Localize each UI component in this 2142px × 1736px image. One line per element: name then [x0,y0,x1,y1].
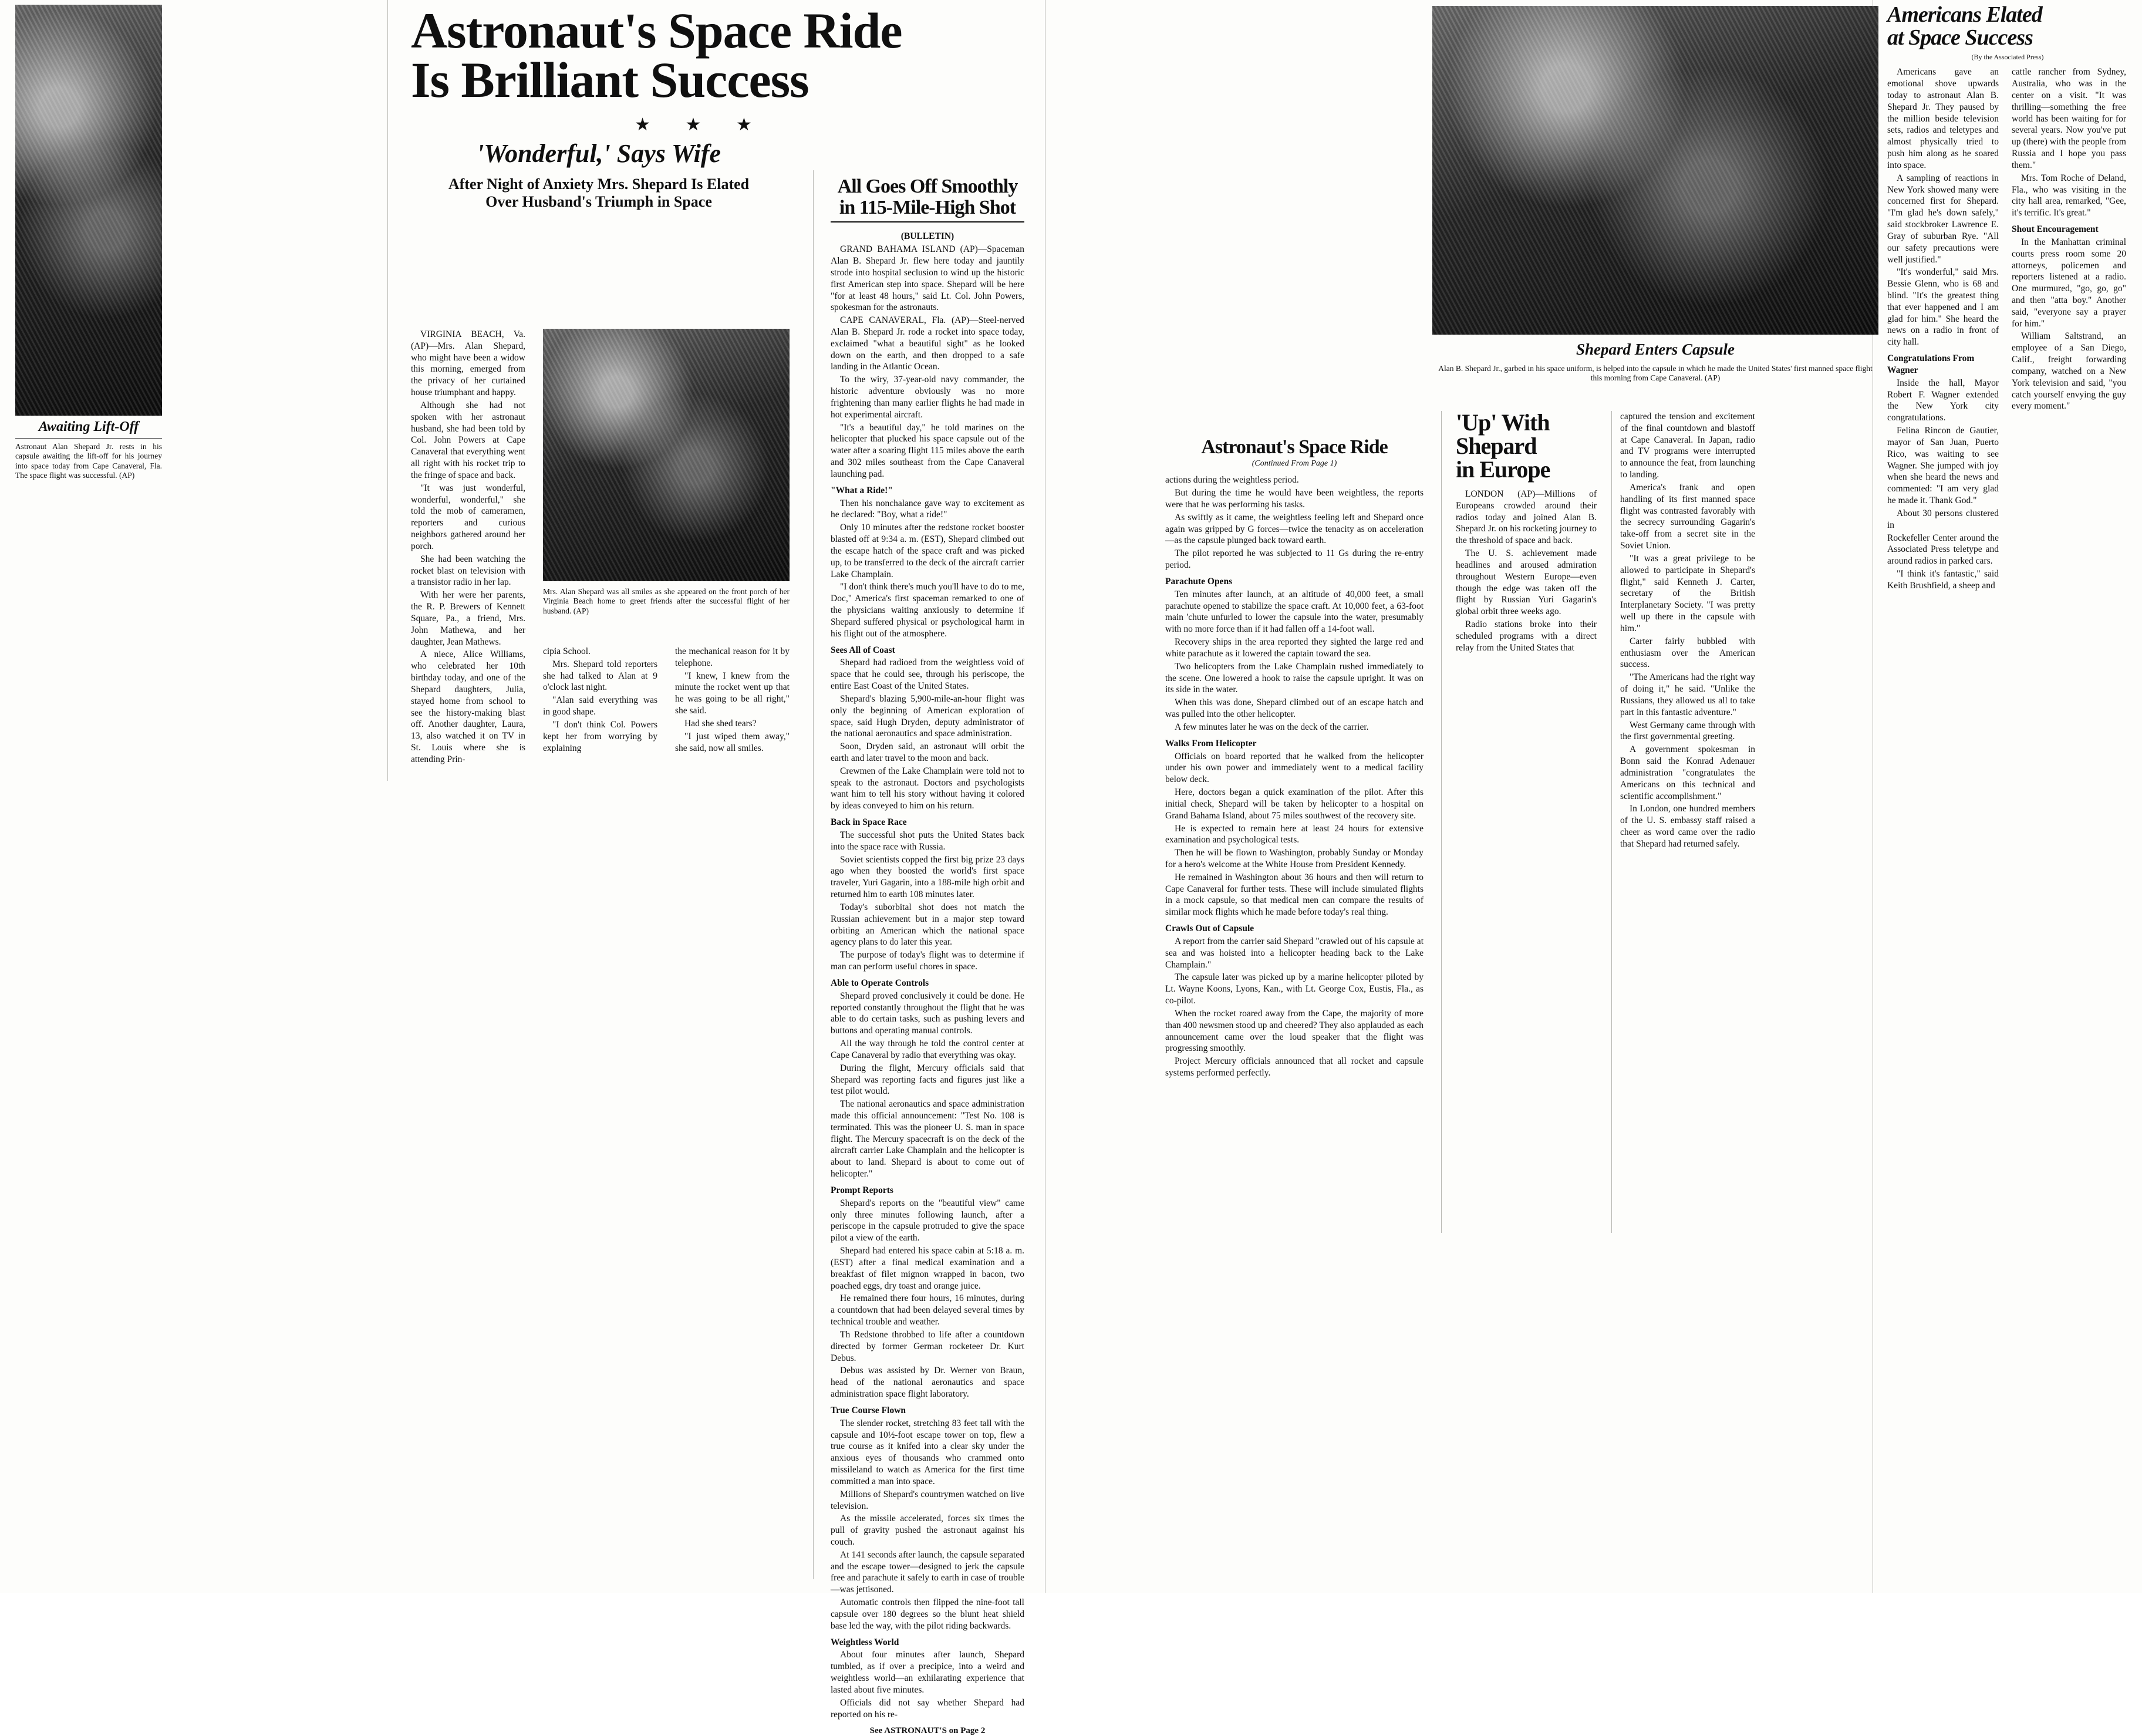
right-story [1887,2,2128,591]
europe-body [1456,488,1597,654]
left-column [15,5,162,481]
continued-headline: Astronaut's Space Ride [1201,436,1388,458]
right-headline [1887,4,2128,49]
paragraph: CAPE CANAVERAL, Fla. (AP)—Steel-nerved Alan B. Shepard Jr. rode a rocket into space today, exclaimed "what a beautiful sight" as he looked down on the earth, and then dropped to a safe landing in the Atlantic Ocean. [831,315,1024,372]
paragraph: Radio stations broke into their scheduled programs with a direct relay from the United States that [1456,619,1597,653]
main-headline-line-1: Astronaut's Space Ride [411,2,902,59]
europe-headline-line-2: Shepard [1456,433,1537,459]
paragraph: Today's suborbital shot does not match the Russian achievement but in a major step toward orbiting an American which the national space agency plans to do later this year. [831,902,1024,948]
right-headline-line-2: at Space Success [1887,25,2033,50]
paragraph: Ten minutes after launch, at an altitude of 40,000 feet, a small parachute opened to stabilize the space craft. At 10,000 feet, a 63-foot main 'chute unfurled to lower the capsule into the water, presumably with no more force than if it had fallen off a 14-foot wall. [1165,589,1423,635]
paragraph: A report from the carrier said Shepard "crawled out of his capsule at sea and was hoisted into a helicopter heading back to the Lake Champlain." [1165,936,1423,970]
paragraph: "I just wiped them away," she said, now all smiles. [675,731,790,753]
right-column-1 [1887,66,1999,592]
paragraph: GRAND BAHAMA ISLAND (AP)—Spaceman Alan B. Shepard Jr. flew here today and jauntily strode into hospital seclusion to wind up the historic first American step into space. Shepard will be here "for at least 48 hours," said Lt. Col. John Powers, spokesman for the astronauts. [831,244,1024,313]
center-headline-line-1: All Goes Off Smoothly [837,176,1018,197]
right-headline-line-1: Americans Elated [1887,2,2042,27]
section-subhead: Able to Operate Controls [831,977,929,988]
center-headline-line-2: in 115-Mile-High Shot [839,196,1016,218]
section-subhead: Weightless World [831,1637,899,1647]
paragraph: With her were her parents, the R. P. Brewers of Kennett Square, Pa., a friend, Mrs. John Mathewa, and her daughter, Jean Mathews. [411,590,525,647]
paragraph: As swiftly as it came, the weightless feeling left and Shepard once again was gripped by G forces—twice the tenacity as on acceleration—as the capsule plunged back toward earth. [1165,512,1423,546]
section-subhead: Walks From Helicopter [1165,738,1257,749]
paragraph: Inside the hall, Mayor Robert F. Wagner extended the New York city congratulations. [1887,377,1999,423]
paragraph: The national aeronautics and space administration made this official announcement: "Test No. 108 is terminated. This was the pioneer U. S. man in space flight. The Mercury spacecraft is on the deck of the aircraft carrier Lake Champlain and the helicopter is about to land. Shepard is about to come out of helicopter." [831,1099,1024,1179]
wife-deck [411,176,787,211]
photo-caption-capsule: Alan B. Shepard Jr., garbed in his space uniform, is helped into the capsule in which he made the United States' first manned space flight this morning from Cape Canaveral. (AP) [1438,364,1873,383]
paragraph: To the wiry, 37-year-old navy commander, the historic adventure obviously was no more frightening than many earlier flights he had made in hot experimental aircraft. [831,375,1024,420]
paragraph: The successful shot puts the United States back into the space race with Russia. [831,830,1024,852]
paragraph: Soon, Dryden said, an astronaut will orbit the earth and later travel to the moon and back. [831,741,1024,763]
paragraph: LONDON (AP)—Millions of Europeans crowded around their radios today and joined Alan B. Shepard Jr. on his rocketing journey to the threshold of space and back. [1456,489,1597,546]
paragraph: About 30 persons clustered in [1887,508,1999,530]
star-divider: ★ ★ ★ [635,114,767,134]
paragraph: Th Redstone throbbed to life after a countdown directed by former German rocketeer Dr. Kurt Debus. [831,1329,1024,1363]
paragraph: cattle rancher from Sydney, Australia, who was in the center on a visit. "It was thrilling—something the free world has been waiting for for several years. Now you've put up (there) with the people from Russia and I hope you pass them." [2012,67,2126,170]
paragraph: Officials on board reported that he walked from the helicopter under his own power and immediately went to a medical facility below deck. [1165,751,1423,785]
bulletin-label: (BULLETIN) [900,231,954,242]
paragraph: Crewmen of the Lake Champlain were told not to speak to the astronaut. Doctors and psychologists want him to tell his story without having it colored by ideas conveyed to him on his return. [831,766,1024,811]
europe-story-continued [1620,411,1755,851]
section-subhead: Parachute Opens [1165,576,1233,586]
wife-column-2 [543,646,657,755]
paragraph: Only 10 minutes after the redstone rocket booster blasted off at 9:34 a. m. (EST), Shepard climbed out the escape hatch of the space craft and was picked up, to be transferred to the deck of the aircraft carrier Lake Champlain. [831,523,1024,579]
paragraph: VIRGINIA BEACH, Va. (AP)—Mrs. Alan Shepard, who might have been a widow this morning, emerged from the privacy of her curtained house triumphant and happy. [411,329,525,398]
paragraph: "I don't think there's much you'll have to do to me, Doc," America's first spaceman remarked to one of the physicians waiting anxiously to determine if Shepard suffered physical or psychological harm in his flight out of the atmosphere. [831,582,1024,639]
section-subhead: Back in Space Race [831,817,907,828]
paragraph: Recovery ships in the area reported they sighted the large red and white parachute as it lowered the captain toward the sea. [1165,637,1423,659]
paragraph: About four minutes after launch, Shepard tumbled, as if over a precipice, into a weird and weightless world—an exhilarating experience that lasted about five minutes. [831,1650,1024,1695]
section-subhead: Shout Encouragement [2012,224,2099,235]
paragraph: Had she shed tears? [684,718,757,729]
paragraph: Felina Rincon de Gautier, mayor of San Juan, Puerto Rico, was waiting to see Wagner. She jumped with joy when she heard the news and commented: "I am very glad he made it. Thank God." [1887,426,1999,506]
column-rule [813,170,814,1579]
paragraph: Millions of Shepard's countrymen watched on live television. [831,1489,1024,1511]
column-rule [1611,411,1612,1233]
photo-title-capsule: Shepard Enters Capsule [1576,341,1735,358]
paragraph: The U. S. achievement made headlines and aroused admiration throughout Western Europe—even though the edge was taken off the flight by Russian Yuri Gagarin's global orbit three weeks ago. [1456,548,1597,617]
wife-column-3 [675,646,790,755]
europe-headline [1456,411,1597,481]
paragraph: The slender rocket, stretching 83 feet tall with the capsule and 10½-foot escape tower on top, flew a true course as it knifed into a clear sky under the anxious eyes of thousands who crammed onto missileland to watch as America for the first time committed a man into space. [831,1418,1024,1486]
paragraph: Shepard proved conclusively it could be done. He reported constantly throughout the flight that he was able to do certain tasks, such as pushing levers and buttons and operating manual controls. [831,990,1024,1036]
wife-headline: 'Wonderful,' Says Wife [476,139,721,168]
paragraph: cipia School. [543,646,591,656]
paragraph: Officials did not say whether Shepard had reported on his re- [831,1697,1024,1720]
paragraph: The pilot reported he was subjected to 11 Gs during the re-entry period. [1165,548,1423,571]
paragraph: At 141 seconds after launch, the capsule separated and the escape tower—designed to jerk the capsule free and parachute it safely to earth in case of trouble—was jettisoned. [831,1549,1024,1595]
paragraph: "I don't think Col. Powers kept her from worrying by explaining [543,719,657,753]
section-subhead: "What a Ride!" [831,485,893,495]
paragraph: A sampling of reactions in New York showed many were concerned first for Shepard. "I'm glad he's down safely," said stockbroker Lawrence E. Gray of suburban Rye. "All our safety precautions were well justified." [1887,173,1999,265]
europe-headline-line-1: 'Up' With [1456,409,1550,436]
paragraph: Rockefeller Center around the Associated Press teletype and around radios in parked cars. [1887,532,1999,567]
continued-body [1165,474,1423,1079]
right-column-2 [2012,66,2126,413]
paragraph: Soviet scientists copped the first big prize 23 days ago when they boosted the world's first space traveler, Yuri Gagarin, into a 188-mile high orbit and returned him to earth 108 minutes later. [831,854,1024,900]
paragraph: actions during the weightless period. [1165,475,1299,486]
photo-mrs-shepard [543,329,790,581]
europe-story [1456,411,1597,655]
paragraph: Shepard had radioed from the weightless void of space that he could see, through his periscope, the entire East Coast of the United States. [831,658,1024,692]
paragraph: During the flight, Mercury officials said that Shepard was reporting facts and figures just like a test pilot would. [831,1063,1024,1097]
paragraph: He remained in Washington about 36 hours and then will return to Cape Canaveral for further tests. These will include simulated flights in a mock capsule, so that medical men can compare the results of similar mock flights which he made before today's real thing. [1165,872,1423,918]
paragraph: "I think it's fantastic," said Keith Brushfield, a sheep and [1887,569,1999,591]
section-subhead: Crawls Out of Capsule [1165,923,1254,934]
continued-label: (Continued From Page 1) [1252,459,1337,468]
paragraph: Project Mercury officials announced that all rocket and capsule systems performed perfectly. [1165,1056,1423,1078]
paragraph: A government spokesman in Bonn said the Konrad Adenauer administration "congratulates the Americans on this technical and scientific accomplishment." [1620,744,1755,801]
paragraph: A few minutes later he was on the deck of the carrier. [1175,722,1369,732]
paragraph: A niece, Alice Williams, who celebrated her 10th birthday today, and one of the Shepard daughters, Julia, stayed home from school to see the history-making blast off. Another daughter, Laura, 13, also watched it on TV in St. Louis where she is attending Prin- [411,649,525,764]
wire-credit: (By the Associated Press) [1971,53,2044,62]
jump-line[interactable]: See ASTRONAUT'S on Page 2 [869,1726,986,1736]
paragraph: Then his nonchalance gave way to excitement as he declared: "Boy, what a ride!" [831,498,1024,520]
paragraph: West Germany came through with the first governmental greeting. [1620,720,1755,742]
paragraph: Mrs. Shepard told reporters she had talked to Alan at 9 o'clock last night. [543,659,657,693]
paragraph: "Alan said everything was in good shape. [543,695,657,717]
paragraph: "The Americans had the right way of doing it," he said. "Unlike the Russians, they allowed us all to take part in this fantastic adventure." [1620,672,1755,717]
paragraph: "I knew, I knew from the minute the rocket went up that he was going to be all right," she said. [675,670,790,716]
wife-column-1 [411,329,525,767]
photo-shepard-enters-capsule [1432,6,1878,335]
photo-awaiting-liftoff [15,5,162,416]
paragraph: Shepard had entered his space cabin at 5:18 a. m. (EST) after a final medical examination and a breakfast of filet mignon wrapped in bacon, two poached eggs, dry toast and orange juice. [831,1246,1024,1291]
paragraph: Shepard's blazing 5,900-mile-an-hour flight was only the beginning of American exploration of space, said Hugh Dryden, deputy administrator of the national aeronautics and space administration. [831,693,1024,739]
paragraph: Two helicopters from the Lake Champlain rushed immediately to the scene. One lowered a hook to raise the capsule upright. It was on its side in the water. [1165,661,1423,695]
main-headline-line-2: Is Brilliant Success [411,52,809,109]
paragraph: "It's a beautiful day," he told marines on the helicopter that plucked his space capsule out of the water after a soaring flight 115 miles above the earth and 302 miles southeast from the Cape Canaveral launching pad. [831,422,1024,479]
section-subhead: Prompt Reports [831,1185,893,1195]
section-subhead: Congratulations From Wagner [1887,353,1975,375]
paragraph: Americans gave an emotional shove upwards today to astronaut Alan B. Shepard Jr. They paused by the million beside television sets, radios and teletypes and almost physically tried to push him along as he soared into space. [1887,67,1999,170]
photo-caption-liftoff: Astronaut Alan Shepard Jr. rests in his capsule awaiting the lift-off for his journey into space today from Cape Canaveral, Fla. The space flight was successful. (AP) [15,442,162,480]
paragraph: In London, one hundred members of the U. S. embassy staff raised a cheer as word came over the radio that Shepard had returned safely. [1620,804,1755,849]
divider [15,438,162,439]
paragraph: "It was a great privilege to be allowed to participate in Shepard's flight," said Kenneth J. Carter, secretary of the British Interplanetary Society. "I was pretty well up there in the capsule with him." [1620,553,1755,633]
paragraph: Carter fairly bubbled with enthusiasm over the American success. [1620,636,1755,670]
section-subhead: True Course Flown [831,1405,906,1415]
europe-headline-line-3: in Europe [1456,456,1550,483]
paragraph: He remained there four hours, 16 minutes, during a countdown that had been delayed several times by technical trouble and weather. [831,1293,1024,1327]
paragraph: Automatic controls then flipped the nine-foot tall capsule over 180 degrees so the blunt heat shield base led the way, with the pilot riding backwards. [831,1597,1024,1631]
paragraph: She had been watching the rocket blast on television with a transistor radio in her lap. [411,554,525,588]
column-rule [387,0,388,781]
paragraph: "It was just wonderful, wonderful, wonderful," she told the mob of cameramen, reporters and curious neighbors gathered around her porch. [411,483,525,551]
paragraph: But during the time he would have been weightless, the reports were that he was performing his tasks. [1165,488,1423,510]
paragraph: Here, doctors began a quick examination of the pilot. After this initial check, Shepard will be taken by helicopter to a hospital on Grand Bahama Island, about 75 miles southwest of the recovery site. [1165,787,1423,821]
paragraph: America's frank and open handling of its first manned space flight was contrasted favorably with the secrecy surrounding Gagarin's take-off from a secret site in the Soviet Union. [1620,482,1755,551]
paragraph: He is expected to remain here at least 24 hours for extensive examination and psychological tests. [1165,823,1423,845]
continued-story [1165,437,1423,1080]
photo-caption-mrs-shepard: Mrs. Alan Shepard was all smiles as she appeared on the front porch of her Virginia Beach home to greet friends after the successful flight of her husband. (AP) [543,587,790,615]
paragraph: When this was done, Shepard climbed out of an escape hatch and was pulled into the other helicopter. [1165,697,1423,720]
photo-title-liftoff: Awaiting Lift-Off [38,419,139,434]
paragraph: Shepard's reports on the "beautiful view" came only three minutes following launch, after a periscope in the capsule protruded to give the space pilot a view of the earth. [831,1198,1024,1243]
paragraph: In the Manhattan criminal courts press room some 20 attorneys, policemen and reporters listened at a radio. One murmured, "go, go, go" and then "atta boy." Another said, "everyone say a prayer for him." [2012,237,2126,329]
paragraph: As the missile accelerated, forces six times the pull of gravity pushed the astronaut against his couch. [831,1513,1024,1547]
center-headline [831,176,1024,218]
center-body [831,231,1024,1720]
paragraph: Although she had not spoken with her astronaut husband, she had been told by Col. John Powers at Cape Canaveral that everything went all right with his rocket trip to the fringe of space and back. [411,400,525,480]
paragraph: Debus was assisted by Dr. Werner von Braun, head of the national aeronautics and space administration space flight laboratory. [831,1366,1024,1400]
paragraph: William Saltstrand, an employee of a San Diego, Calif., freight forwarding company, watched on a New York television and said, "you catch yourself envying the guy every moment." [2012,331,2126,412]
paragraph: captured the tension and excitement of the final countdown and blastoff at Cape Canaveral. In Japan, radio and TV programs were interrupted to announce the feat, from launching to landing. [1620,412,1755,480]
wife-deck-line-2: Over Husband's Triumph in Space [485,193,712,210]
wife-deck-line-1: After Night of Anxiety Mrs. Shepard Is Elated [448,175,750,193]
paragraph: Mrs. Tom Roche of Deland, Fla., who was visiting in the city hall area, remarked, "Gee, it's terrific. It's great." [2012,173,2126,218]
paragraph: The purpose of today's flight was to determine if man can perform useful chores in space. [831,950,1024,972]
paragraph: When the rocket roared away from the Cape, the majority of more than 400 newsmen stood up and cheered? They also applauded as each announcement came over the loud speaker that the flight was progressing smoothly. [1165,1008,1423,1054]
section-subhead: Sees All of Coast [831,645,895,655]
paragraph: Then he will be flown to Washington, probably Sunday or Monday for a hero's welcome at the White House from President Kennedy. [1165,848,1423,869]
paragraph: "It's wonderful," said Mrs. Bessie Glenn, who is 68 and blind. "It's the greatest thing that ever happened and I am glad for him." She heard the news on a radio in front of city hall. [1887,267,1999,348]
paragraph: All the way through he told the control center at Cape Canaveral by radio that everything was okay. [831,1039,1024,1060]
paragraph: The capsule later was picked up by a marine helicopter piloted by Lt. Wayne Koons, Lyons, Kan., with Lt. George Cox, Eustis, Fla., as co-pilot. [1165,972,1423,1006]
divider [831,221,1024,223]
paragraph: the mechanical reason for it by telephone. [675,646,790,668]
center-story [831,176,1024,1736]
column-rule [1441,411,1442,1233]
